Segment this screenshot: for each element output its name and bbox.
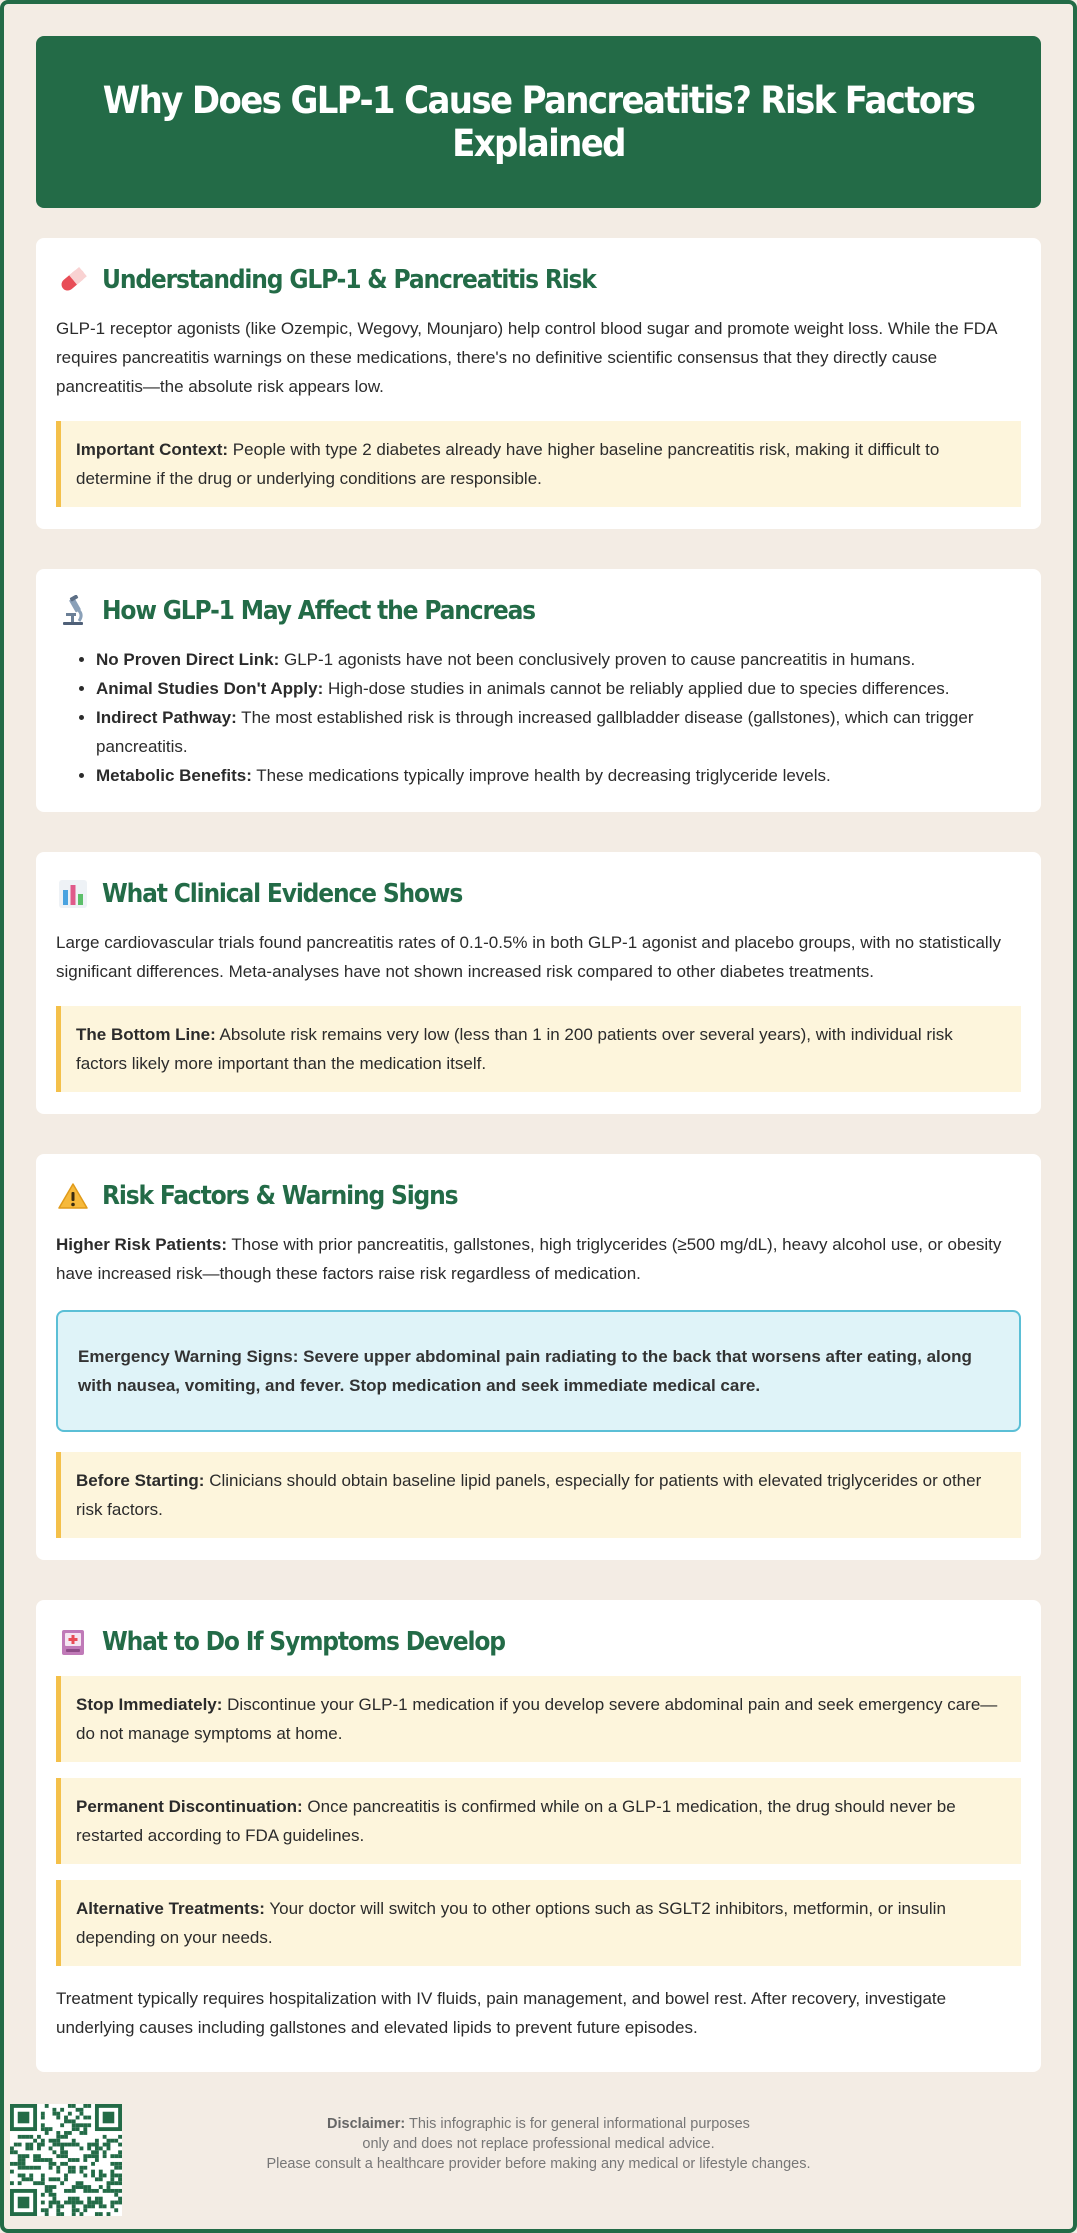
section-header [56, 1176, 1021, 1216]
section-heading: How GLP-1 May Affect the Pancreas [102, 596, 535, 626]
item-text: The most established risk is through increased gallbladder disease (gallstones), which can trigger pancreatitis. [96, 708, 974, 756]
section-header [56, 591, 1021, 631]
callout-alternative-treatments [56, 1880, 1021, 1966]
section-body [56, 1230, 1021, 1288]
list-item [96, 674, 1021, 703]
section-heading: What Clinical Evidence Shows [102, 879, 463, 909]
callout-permanent-discontinuation [56, 1778, 1021, 1864]
list-item [96, 645, 1021, 674]
body-text: Those with prior pancreatitis, gallstones, high triglycerides (≥500 mg/dL), heavy alcohol use, or obesity have increased risk—though these factors raise risk regardless of medication. [56, 1235, 1002, 1283]
qr-code-icon[interactable] [10, 2104, 122, 2216]
footer [36, 2104, 1041, 2224]
list-item [96, 761, 1021, 790]
pill-icon [56, 263, 90, 297]
title-banner [36, 36, 1041, 208]
callout-bottom-line [56, 1006, 1021, 1092]
disclaimer-text: This infographic is for general informational purposes [405, 2116, 750, 2132]
pancreas-points-list [56, 645, 1021, 790]
disclaimer-line-1 [36, 2114, 1041, 2134]
microscope-icon [56, 594, 90, 628]
item-text: GLP-1 agonists have not been conclusively proven to cause pancreatitis in humans. [279, 650, 916, 669]
warning-icon [56, 1179, 90, 1213]
section-symptoms [36, 1600, 1041, 2072]
section-body: Treatment typically requires hospitalization with IV fluids, pain management, and bowel rest. After recovery, investigate underlying causes including gallstones and elevated lipids to prevent future episodes. [56, 1989, 947, 2037]
section-body: GLP-1 receptor agonists (like Ozempic, Wegovy, Mounjaro) help control blood sugar and promote weight loss. While the FDA requires pancreatitis warnings on these medications, there's no definitive scientific consensus that they directly cause pancreatitis—the absolute risk appears low. [56, 319, 997, 396]
callout-label: Stop Immediately: [76, 1695, 223, 1714]
disclaimer-label: Disclaimer: [327, 2116, 406, 2132]
section-heading: What to Do If Symptoms Develop [102, 1627, 505, 1657]
callout-important-context [56, 421, 1021, 507]
first-aid-icon [56, 1625, 90, 1659]
callout-text: Absolute risk remains very low (less than 1 in 200 patients over several years), with individual risk factors likely more important than the medication itself. [76, 1025, 953, 1073]
section-header [56, 1622, 1021, 1662]
callout-label: Important Context: [76, 440, 229, 459]
callout-label: The Bottom Line: [76, 1025, 216, 1044]
disclaimer [36, 2104, 1041, 2174]
callout-stop-immediately [56, 1676, 1021, 1762]
callout-text: Once pancreatitis is confirmed while on a GLP-1 medication, the drug should never be restarted according to FDA guidelines. [76, 1797, 956, 1845]
section-heading: Risk Factors & Warning Signs [102, 1181, 458, 1211]
item-label: Metabolic Benefits: [96, 766, 252, 785]
disclaimer-line-2: only and does not replace professional medical advice. [362, 2136, 715, 2152]
item-label: Indirect Pathway: [96, 708, 237, 727]
callout-label: Permanent Discontinuation: [76, 1797, 303, 1816]
section-header [56, 260, 1021, 300]
disclaimer-line-3: Please consult a healthcare provider before making any medical or lifestyle changes. [266, 2156, 811, 2172]
callout-text: Clinicians should obtain baseline lipid panels, especially for patients with elevated triglycerides or other risk factors. [76, 1471, 982, 1519]
section-header [56, 874, 1021, 914]
section-understanding [36, 238, 1041, 529]
item-label: Animal Studies Don't Apply: [96, 679, 324, 698]
callout-text: Your doctor will switch you to other options such as SGLT2 inhibitors, metformin, or insulin depending on your needs. [76, 1899, 946, 1947]
item-label: No Proven Direct Link: [96, 650, 280, 669]
body-label: Higher Risk Patients: [56, 1235, 227, 1254]
item-text: These medications typically improve health by decreasing triglyceride levels. [251, 766, 831, 785]
callout-text: People with type 2 diabetes already have higher baseline pancreatitis risk, making it difficult to determine if the drug or underlying conditions are responsible. [76, 440, 940, 488]
callout-text: Discontinue your GLP-1 medication if you develop severe abdominal pain and seek emergency care—do not manage symptoms at home. [76, 1695, 998, 1743]
callout-label: Before Starting: [76, 1471, 205, 1490]
section-evidence [36, 852, 1041, 1114]
section-body: Large cardiovascular trials found pancreatitis rates of 0.1-0.5% in both GLP-1 agonist and placebo groups, with no statistically significant differences. Meta-analyses have not shown increased risk compared to other diabetes treatments. [56, 933, 1001, 981]
section-pancreas [36, 569, 1041, 812]
item-text: High-dose studies in animals cannot be reliably applied due to species differences. [323, 679, 950, 698]
section-heading: Understanding GLP-1 & Pancreatitis Risk [102, 265, 596, 295]
emergency-warning-box: Emergency Warning Signs: Severe upper abdominal pain radiating to the back that worsens after eating, along with nausea, vomiting, and fever. Stop medication and seek immediate medical care. [56, 1310, 1021, 1432]
page-title: Why Does GLP-1 Cause Pancreatitis? Risk Factors Explained [102, 79, 975, 165]
callout-label: Alternative Treatments: [76, 1899, 265, 1918]
callout-before-starting [56, 1452, 1021, 1538]
section-risk [36, 1154, 1041, 1560]
list-item [96, 703, 1021, 761]
bar-chart-icon [56, 877, 90, 911]
